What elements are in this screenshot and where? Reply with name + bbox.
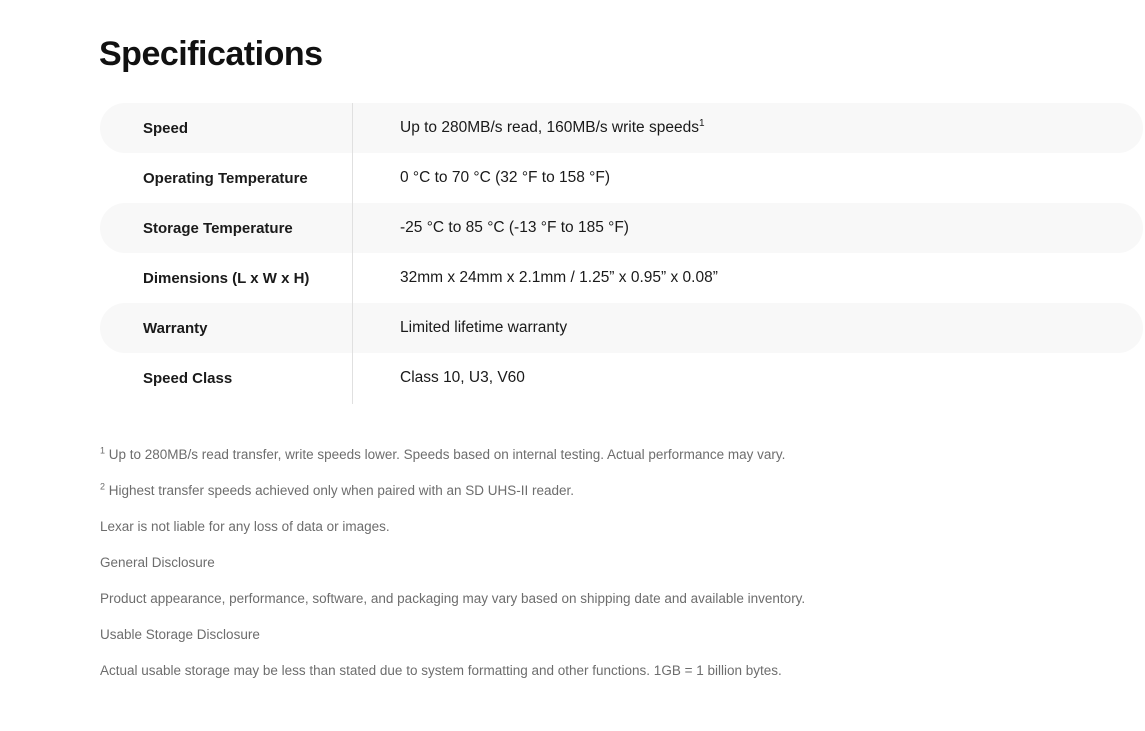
spec-value: [352, 319, 567, 337]
footnote-general-disclosure-body: [100, 591, 1000, 606]
table-row-speed: [100, 103, 1143, 153]
footnote-liability: [100, 519, 1000, 534]
footnote-general-disclosure-heading: [100, 555, 1000, 570]
spec-label: Speed: [143, 119, 189, 137]
table-row-operating-temperature: [100, 153, 1143, 203]
column-divider: [352, 103, 353, 404]
spec-label: Warranty: [143, 319, 208, 337]
spec-label: Speed Class: [143, 369, 233, 387]
spec-value: [352, 119, 705, 137]
spec-label: Storage Temperature: [143, 219, 293, 237]
table-row-speed-class: [100, 353, 1143, 403]
spec-value: [352, 369, 525, 387]
spec-value: [352, 169, 610, 187]
spec-value-text: Limited lifetime warranty: [400, 319, 568, 336]
page-title: Specifications: [99, 34, 323, 73]
spec-value-text: 0 °C to 70 °C (32 °F to 158 °F): [400, 169, 611, 186]
footnote-speed: [100, 447, 1000, 462]
spec-value-text: 32mm x 24mm x 2.1mm / 1.25” x 0.95” x 0.08”: [400, 269, 718, 286]
table-row-warranty: [100, 303, 1143, 353]
footnote-text: Lexar is not liable for any loss of data or images.: [100, 519, 390, 534]
footnote-text: Highest transfer speeds achieved only when paired with an SD UHS-II reader.: [105, 483, 575, 498]
spec-value-text: -25 °C to 85 °C (-13 °F to 185 °F): [400, 219, 629, 236]
footnote-transfer: [100, 483, 1000, 498]
footnote-marker: 1: [698, 117, 705, 129]
footnote-text: Usable Storage Disclosure: [100, 627, 260, 642]
spec-value: [352, 219, 629, 237]
footnote-text: Product appearance, performance, software, and packaging may vary based on shipping date and available inventory.: [100, 591, 806, 606]
footnote-storage-disclosure-heading: [100, 627, 1000, 642]
footnote-storage-disclosure-body: [100, 663, 1000, 678]
spec-value: [352, 269, 718, 287]
footnote-marker: 1: [100, 445, 106, 456]
spec-value-text: Up to 280MB/s read, 160MB/s write speeds: [400, 119, 699, 136]
footnote-marker: 2: [100, 481, 106, 492]
footnotes-section: [100, 447, 1000, 699]
spec-label: Dimensions (L x W x H): [143, 269, 310, 287]
spec-value-text: Class 10, U3, V60: [400, 369, 525, 386]
footnote-text: Actual usable storage may be less than stated due to system formatting and other functions. 1GB = 1 billion bytes.: [100, 663, 782, 678]
specifications-table: [100, 103, 1143, 403]
spec-label: Operating Temperature: [143, 169, 308, 187]
footnote-text: Up to 280MB/s read transfer, write speeds lower. Speeds based on internal testing. Actual performance may vary.: [105, 447, 786, 462]
table-row-dimensions: [100, 253, 1143, 303]
table-row-storage-temperature: [100, 203, 1143, 253]
footnote-text: General Disclosure: [100, 555, 215, 570]
